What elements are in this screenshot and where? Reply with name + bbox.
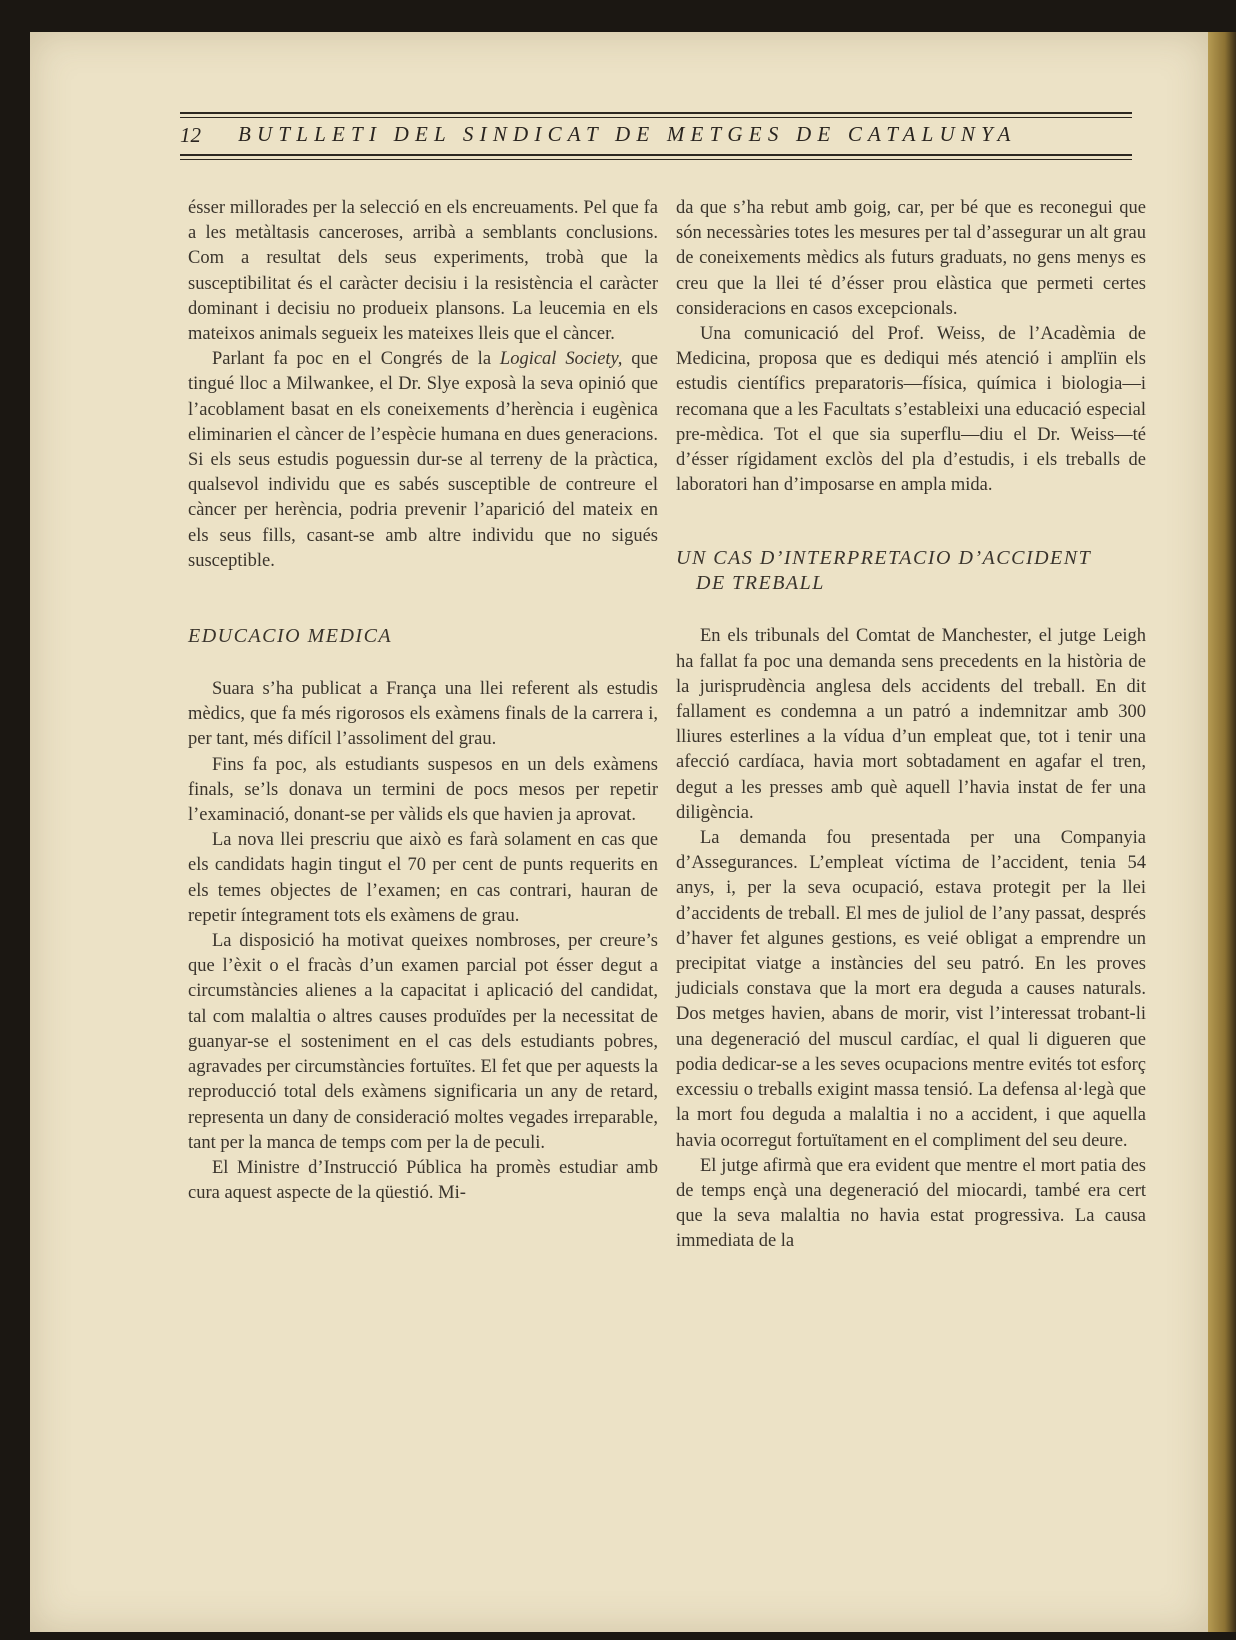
page-edge [1208,32,1236,1632]
running-title: BUTLLETI DEL SINDICAT DE METGES DE CATALUNYA [238,122,1017,146]
paragraph: da que s’ha rebut amb goig, car, per bé que es reconegui que són necessàries totes les mesures per tal d’assegurar un alt grau de coneixements mèdics als futurs graduats, no gens menys es creu que la llei té d’ésser prou elàstica que permeti certes consideracions en casos excepcionals. [676,198,1146,319]
section-heading-line: DE TREBALL [696,572,825,595]
right-column [676,196,1146,1255]
page-number: 12 [180,123,201,147]
paragraph: Fins fa poc, als estudiants suspesos en un dels exàmens finals, se’ls donava un termini de pocs mesos per repetir l’examinació, donant-se per vàlids els que havien ja aprovat. [188,754,658,826]
paragraph: La nova llei prescriu que això es farà solament en cas que els candidats hagin tingut el 70 per cent de punts requerits en els temes objectes de l’examen; en cas contrari, hauran de repetir íntegrament tots els exàmens de grau. [188,830,658,926]
paragraph: Una comunicació del Prof. Weiss, de l’Acadèmia de Medicina, proposa que es dediqui més atenció i amplïin els estudis científics preparatoris—física, química i biologia—i recomana que a les Facultats s’estableixi una educació especial pre-mèdica. Tot el que sia superflu—diu el Dr. Weiss—té d’ésser rígidament exclòs del pla d’estudis, i els treballs de laboratori han d’imposarse en ampla mida. [676,324,1146,496]
paragraph: El Ministre d’Instrucció Pública ha promès estudiar amb cura aquest aspecte de la qüestió. Mi- [188,1157,658,1204]
header-rule-top [180,112,1132,114]
paragraph: La demanda fou presentada per una Companyia d’Assegurances. L’empleat víctima de l’accident, tenia 54 anys, i, per la seva ocupació, estava protegit per la llei d’accidents de treball. El mes de juliol de l’any passat, després d’haver fet algunes gestions, es veié obligat a emprendre un precipitat viatge a instàncies del seu patró. En les proves judicials constava que la mort era deguda a causes naturals. Dos metges havien, abans de morir, vist l’interessat trobant-li una degeneració del muscul cardíac, el qual li digueren que podia dedicar-se a les seves ocupacions mentre evités tot esforç excessiu o treballs exigint massa tensió. La defensa al·legà que la mort fou deguda a malaltia i no a accident, i que aquella havia ocorregut fortuïtament en el compliment del seu deure. [676,828,1146,1151]
header-rule-bottom [180,154,1132,156]
left-column [188,196,658,1206]
paragraph: La disposició ha motivat queixes nombroses, per creure’s que l’èxit o el fracàs d’un examen parcial pot ésser degut a circumstàncies alienes a la capacitat i aplicació del candidat, tal com malaltia o altres causes produïdes per la necessitat de guanyar-se el sosteniment en el cas dels estudiants pobres, agravades per circumstàncies fortuïtes. El fet que per aquests la reproducció total dels exàmens significaria un any de retard, representa un dany de consideració moltes vegades irreparable, tant per la manca de temps com per la de peculi. [188,931,658,1153]
section-heading-line: UN CAS D’INTERPRETACIO D’ACCIDENT [676,547,1092,570]
header-rule-top-thin [180,117,1132,118]
section-heading: EDUCACIO MEDICA [188,625,393,648]
section-heading [676,546,1146,596]
running-header [180,112,1132,164]
header-rule-bottom-thin [180,159,1132,160]
paragraph: En els tribunals del Comtat de Manchester, el jutge Leigh ha fallat fa poc una demanda sens precedents en la història de la jurisprudència anglesa dels accidents del treball. En dit fallament es condemna a un patró a indemnitzar amb 300 lliures esterlines a la vídua d’un empleat que, tot i tenir una afecció cardíaca, havia mort sobtadament en agafar el tren, degut a les presses amb què aquell l’havia instat de fer una diligència. [676,626,1146,823]
paragraph: Suara s’ha publicat a França una llei referent als estudis mèdics, que fa més rigorosos els exàmens finals de la carrera i, per tant, més difícil l’assoliment del grau. [188,679,658,750]
paragraph-text: que tingué lloc a Milwankee, el Dr. Slye exposà la seva opinió que l’acoblament basat en els coneixements d’herència i eugènica eliminarien el càncer de l’espècie humana en dues generacions. Si els seus estudis poguessin dur-se al terreny de la pràctica, qualsevol individu que es sabés susceptible de contreure el càncer per herència, podria prevenir l’aparició del mateix en els seus fills, casant-se amb altre individu que no sigués susceptible. [188,349,658,571]
paragraph: ésser millorades per la selecció en els encreuaments. Pel que fa a les metàltasis canceroses, arribà a semblants conclusions. Com a resultat dels seus experiments, trobà que la susceptibilitat és el caràcter decisiu i la resistència el caràcter dominant i decisiu no produeix plansons. La leucemia en els mateixos animals segueix les mateixes lleis que el càncer. [188,198,658,345]
paragraph: El jutge afirmà que era evident que mentre el mort patia des de temps ençà una degeneració del miocardi, també era cert que la seva malaltia no havia estat progressiva. La causa immediata de la [676,1155,1146,1252]
society-name: Logical Society, [499,349,623,370]
paragraph-text: Parlant fa poc en el Congrés de la [212,349,500,370]
paragraph [188,347,658,574]
